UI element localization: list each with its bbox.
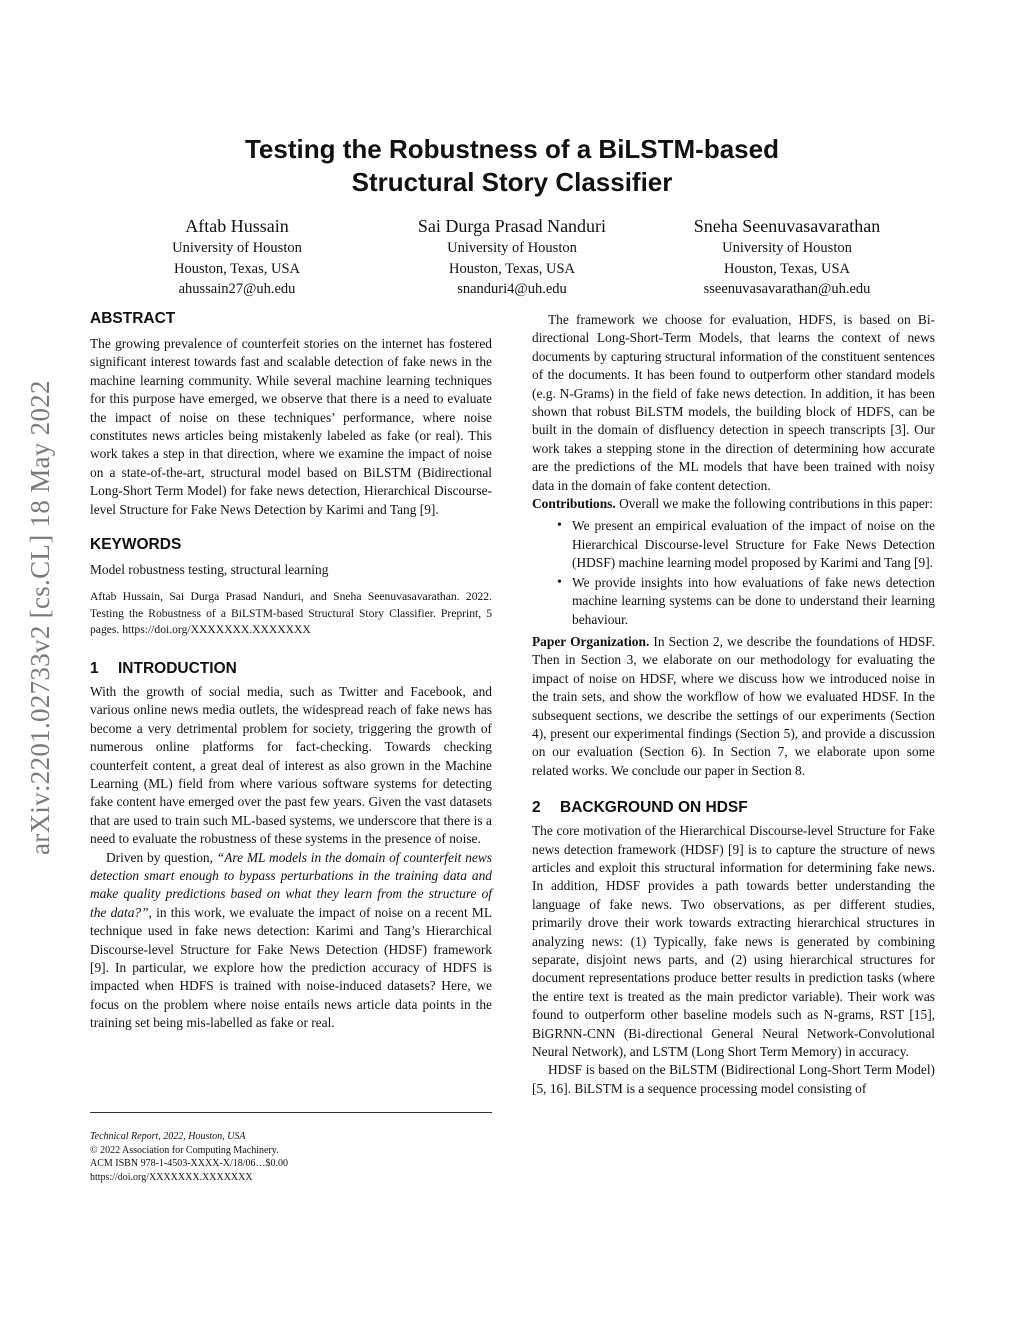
background-paragraph-1: The core motivation of the Hierarchical Discourse-level Structure for Fake news detection framework (HDSF) [9] is to capture the structure of news articles and exploit this structural information for determining fake news. In addition, HDSF provides a path towards better understanding the language of fake news. Two observations, as per different studies, primarily drove their work towards extracting hierarchical structures in analyzing news: (1) Typically, fake news is generated by combining separate, disjoint news parts, and (2) using hierarchical structures for document representations produce better results in prediction tasks (where the entire text is treated as the main predictor variable). Their work was found to outperform other baseline models such as N-grams, RST [15], BiGRNN-CNN (Bi-directional General Neural Network-Convolutional Neural Network), and LSTM (Long Short Term Memory) in accuracy. [532, 823, 935, 1060]
title-line-2: Structural Story Classifier [351, 167, 673, 197]
organization-paragraph [532, 633, 935, 780]
author-3 [642, 215, 932, 300]
list-item: • We provide insights into how evaluations of fake news detection machine learning systems can be done to understand their learning behaviour. [572, 574, 935, 629]
abstract-heading: ABSTRACT [90, 310, 176, 327]
author-email[interactable]: snanduri4@uh.edu [457, 281, 567, 297]
background-heading [532, 798, 935, 818]
framework-paragraph: The framework we choose for evaluation, HDFS, is based on Bi-directional Long-Short-Term Models, that learns the context of news documents by capturing structural information of the constituent sentences of the documents. It has been found to outperform other standard models (e.g. N-Grams) in the field of fake news detection. In addition, it has been shown that robust BiLSTM models, the building block of HDFS, can be built in the domain of disfluency detection in speech transcripts [3]. Our work takes a stepping stone in the direction of determining how accurate are the predictions of the ML models that have been trained with noisy data in the domain of fake content detection. [532, 312, 935, 493]
introduction-heading [90, 659, 492, 679]
arxiv-identifier-stamp[interactable]: arXiv:2201.02733v2 [cs.CL] 18 May 2022 [25, 380, 55, 855]
introduction-paragraph-1: With the growth of social media, such as Twitter and Facebook, and various online news media outlets, the widespread reach of fake news has become a very detrimental problem for society, triggering the growth of numerous online platforms for fact-checking. Towards checking counterfeit content, a great deal of interest as also grown in the Machine Learning (ML) field from where various software systems for detecting fake content have emerged over the past few years. Given the vast datasets that are used to train such ML-based systems, we underscore that there is a need to evaluate the robustness of these systems in the presence of noise. [90, 683, 492, 847]
acm-reference-format: Aftab Hussain, Sai Durga Prasad Nanduri, and Sneha Seenuvasavarathan. 2022. Testing the Robustness of a BiLSTM-based Structural Story Classifier. Preprint, 5 pages. https://doi.org/XXXXXXX.XXXXXXX [90, 590, 492, 637]
paragraph-lead: Driven by question, [106, 849, 217, 865]
contributions-label: Contributions. [532, 496, 616, 512]
abstract-text: The growing prevalence of counterfeit stories on the internet has fostered significant interest towards fast and scalable detection of fake news in the machine learning community. While several machine learning techniques for this purpose have emerged, we observe that there is a need to evaluate the impact of noise on these techniques’ performance, where noise constitutes news articles being mistakenly labeled as fake (or real). This work takes a step in that direction, where we examine the impact of noise on a state-of-the-art, structural model based on BiLSTM (Bidirectional Long-Short Term Model) for fake news detection, Hierarchical Discourse-level Structure for Fake News Detection by Karimi and Tang [9]. [90, 336, 492, 517]
background-paragraph-2: HDSF is based on the BiLSTM (Bidirectional Long-Short Term Model) [5, 16]. BiLSTM is a sequence processing model consisting of [532, 1062, 935, 1096]
author-name: Sai Durga Prasad Nanduri [417, 216, 607, 236]
paragraph-rest: , in this work, we evaluate the impact of noise on a recent ML technique used in fake news detection: Karimi and Tang’s Hierarchical Discourse-level Structure for Fake News Detection (HDSF) framework [9]. In particular, we explore how the prediction accuracy of HDFS is impacted when HDFS is trained with noise-induced datasets? Here, we focus on the problem where noise entails news article data points in the training set being mis-labelled as fake or real. [90, 904, 493, 1031]
author-location: Houston, Texas, USA [724, 260, 850, 277]
contributions-paragraph [532, 495, 935, 513]
organization-label: Paper Organization. [532, 633, 650, 649]
title-line-1: Testing the Robustness of a BiLSTM-based [244, 134, 779, 164]
author-email[interactable]: ahussain27@uh.edu [178, 281, 296, 297]
research-question-quote: “Are ML models in the domain of counterfeit news detection smart enough to bypass perturbations in the training data and make quality predictions based on what they learn from the structure of the data?” [90, 849, 493, 920]
contributions-text: Overall we make the following contributions in this paper: [615, 496, 933, 512]
section-title: INTRODUCTION [118, 659, 237, 677]
author-affiliation: University of Houston [722, 240, 852, 256]
author-name: Sneha Seenuvasavarathan [693, 216, 881, 236]
organization-text: In Section 2, we describe the foundations of HDSF. Then in Section 3, we elaborate on our methodology for evaluating the impact of noise on HDSF, where we discuss how we introduced noise in the train sets, and show the workflow of how we evaluated HDSF. In the subsequent sections, we describe the settings of our experiments (Section 4), present our experimental findings (Section 5), and provide a discussion on our evaluation (Section 6). In Section 7, we elaborate upon some related works. We conclude our paper in Section 8. [532, 633, 935, 778]
author-location: Houston, Texas, USA [449, 260, 575, 277]
author-location: Houston, Texas, USA [174, 260, 300, 277]
right-column [532, 311, 935, 1098]
keywords-heading: KEYWORDS [90, 536, 182, 554]
footnote-doi[interactable]: https://doi.org/XXXXXXX.XXXXXXX [90, 1171, 253, 1183]
footnote-divider [90, 1112, 492, 1113]
footnote-venue: Technical Report, 2022, Houston, USA [90, 1131, 246, 1142]
paper-title [150, 133, 874, 199]
left-column [90, 309, 492, 1033]
section-title: BACKGROUND ON HDSF [560, 799, 748, 817]
section-number: 1 [90, 659, 99, 677]
introduction-paragraph-2 [90, 849, 492, 1033]
footnote-copyright: © 2022 Association for Computing Machinery. [90, 1144, 279, 1156]
author-2 [367, 215, 657, 300]
author-name: Aftab Hussain [185, 216, 289, 236]
copyright-footnote [90, 1130, 492, 1184]
author-email[interactable]: sseenuvasavarathan@uh.edu [703, 281, 871, 297]
section-number: 2 [532, 799, 541, 817]
footnote-isbn: ACM ISBN 978-1-4503-XXXX-X/18/06…$0.00 [90, 1158, 289, 1169]
author-affiliation: University of Houston [172, 240, 302, 256]
list-item: • We present an empirical evaluation of the impact of noise on the Hierarchical Discourse-level Structure for Fake News Detection (HDSF) machine learning model proposed by Karimi and Tang [9]. [572, 517, 935, 572]
contributions-list [532, 517, 935, 628]
author-1 [92, 215, 382, 300]
keywords-text: Model robustness testing, structural learning [90, 562, 329, 578]
author-affiliation: University of Houston [447, 240, 577, 256]
